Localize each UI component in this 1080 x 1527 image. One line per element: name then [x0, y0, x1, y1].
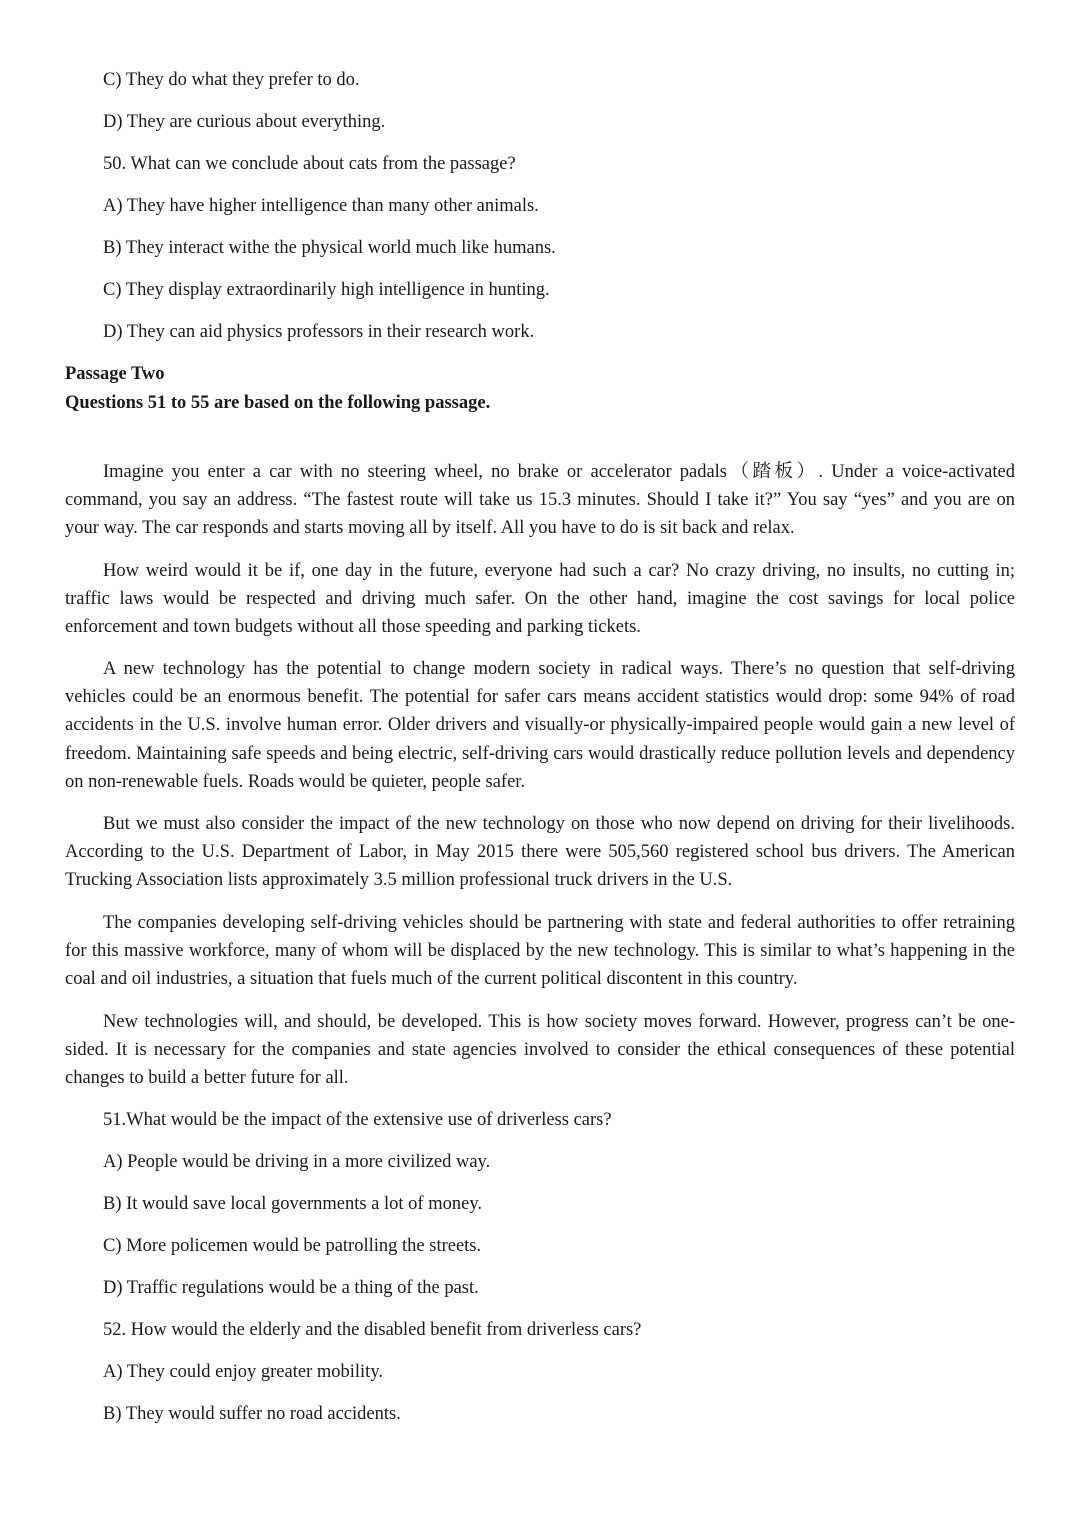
q51-option-b: B) It would save local governments a lot of money. — [103, 1194, 482, 1214]
q52-option-a: A) They could enjoy greater mobility. — [103, 1362, 383, 1382]
q50-option-d: D) They can aid physics professors in their research work. — [103, 322, 535, 342]
passage-paragraph-2: How weird would it be if, one day in the future, everyone had such a car? No crazy driving, no insults, no cutting in; traffic laws would be respected and driving much safer. On the other hand, imagine the cost savings for local police enforcement and town budgets without all those speeding and parking tickets. — [65, 561, 1015, 638]
q49-option-c: C) They do what they prefer to do. — [103, 70, 360, 90]
q52-option-b: B) They would suffer no road accidents. — [103, 1404, 401, 1424]
q51-question: 51.What would be the impact of the extensive use of driverless cars? — [103, 1110, 612, 1130]
q50-option-a: A) They have higher intelligence than many other animals. — [103, 196, 539, 216]
q50-option-b: B) They interact withe the physical world much like humans. — [103, 238, 556, 258]
passage-paragraph-1: Imagine you enter a car with no steering wheel, no brake or accelerator padals（踏板）. Under a voice-activated command, you say an address. “The fastest route will take us 15.3 minutes. Should I take it?” You say “yes” and you are on your way. The car responds and starts moving all by itself. All you have to do is sit back and relax. — [65, 462, 1015, 539]
q51-option-a: A) People would be driving in a more civilized way. — [103, 1152, 491, 1172]
passage-paragraph-5: The companies developing self-driving vehicles should be partnering with state and federal authorities to offer retraining for this massive workforce, many of whom will be displaced by the new technology. This is similar to what’s happening in the coal and oil industries, a situation that fuels much of the current political discontent in this country. — [65, 913, 1015, 990]
q51-option-c: C) More policemen would be patrolling the streets. — [103, 1236, 482, 1256]
passage-paragraph-4: But we must also consider the impact of the new technology on those who now depend on driving for their livelihoods. According to the U.S. Department of Labor, in May 2015 there were 505,560 registered school bus drivers. The American Trucking Association lists approximately 3.5 million professional truck drivers in the U.S. — [65, 814, 1015, 891]
q49-option-d: D) They are curious about everything. — [103, 112, 386, 132]
q52-question: 52. How would the elderly and the disabled benefit from driverless cars? — [103, 1320, 642, 1340]
q51-option-d: D) Traffic regulations would be a thing of the past. — [103, 1278, 479, 1298]
passage-instruction: Questions 51 to 55 are based on the following passage. — [65, 393, 491, 413]
q50-question: 50. What can we conclude about cats from the passage? — [103, 154, 516, 174]
passage-paragraph-6: New technologies will, and should, be developed. This is how society moves forward. However, progress can’t be one-sided. It is necessary for the companies and state agencies involved to consider the ethical consequences of these potential changes to build a better future for all. — [65, 1012, 1015, 1089]
passage-paragraph-3: A new technology has the potential to change modern society in radical ways. There’s no question that self-driving vehicles could be an enormous benefit. The potential for safer cars means accident statistics would drop: some 94% of road accidents in the U.S. involve human error. Older drivers and visually-or physically-impaired people would gain a new level of freedom. Maintaining safe speeds and being electric, self-driving cars would drastically reduce pollution levels and dependency on non-renewable fuels. Roads would be quieter, people safer. — [65, 659, 1015, 792]
passage-title: Passage Two — [65, 364, 165, 384]
q50-option-c: C) They display extraordinarily high intelligence in hunting. — [103, 280, 550, 300]
